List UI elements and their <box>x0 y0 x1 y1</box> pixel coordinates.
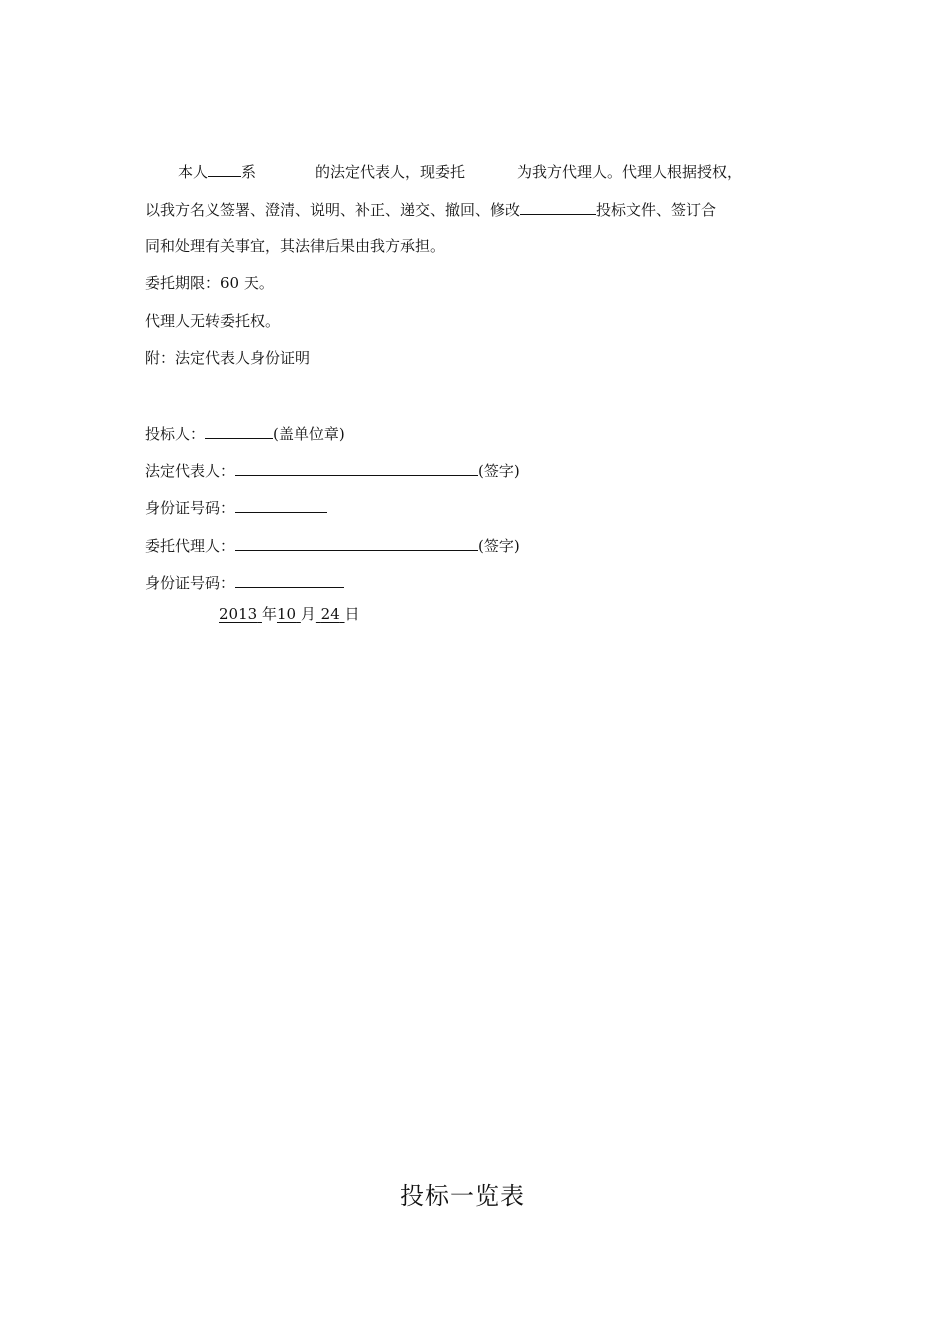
date-day-unit: 日 <box>344 605 360 623</box>
auth-paragraph-line-3 <box>145 236 445 256</box>
agent-note: (签字) <box>478 537 520 555</box>
agent-line <box>145 535 520 556</box>
date-year-unit: 年 <box>261 605 277 623</box>
auth-text: 系 <box>241 163 257 181</box>
id-label: 身份证号码： <box>145 574 236 592</box>
bidder-label: 投标人： <box>145 425 206 443</box>
bidder-line <box>145 423 345 444</box>
date-month: 10 <box>276 605 297 623</box>
attachment-line: 附：法定代表人身份证明 <box>145 349 311 367</box>
term-line: 委托期限：60 天。 <box>145 274 274 292</box>
auth-paragraph-line-2 <box>145 199 716 220</box>
id-number-line-2 <box>145 572 344 593</box>
legal-rep-note: (签字) <box>478 462 520 480</box>
auth-text: 同和处理有关事宜，其法律后果由我方承担。 <box>145 237 446 255</box>
bidder-blank <box>205 423 273 439</box>
id-blank-1 <box>235 497 327 513</box>
date-year: 2013 <box>219 605 258 623</box>
legal-rep-line <box>145 460 520 481</box>
id-label: 身份证号码： <box>145 499 236 517</box>
bidder-note: (盖单位章) <box>273 425 345 443</box>
auth-text: 的法定代表人，现委托 <box>315 163 466 181</box>
id-number-line-1 <box>145 497 327 518</box>
agent-blank <box>235 535 478 551</box>
auth-text: 为我方代理人。代理人根据授权， <box>517 163 743 181</box>
auth-paragraph-line-1 <box>178 161 742 182</box>
legal-rep-blank <box>235 460 478 476</box>
no-transfer-line: 代理人无转委托权。 <box>145 312 281 330</box>
date-month-unit: 月 <box>300 605 316 623</box>
auth-text: 投标文件、签订合 <box>596 201 717 219</box>
date-day: 24 <box>320 605 340 623</box>
auth-text: 以我方名义签署、澄清、说明、补正、递交、撤回、修改 <box>145 201 521 219</box>
date-line <box>219 604 360 624</box>
project-blank <box>520 199 596 215</box>
auth-text: 本人 <box>178 163 209 181</box>
name-blank <box>208 161 241 177</box>
id-blank-2 <box>235 572 344 588</box>
section-title: 投标一览表 <box>400 1182 525 1210</box>
agent-label: 委托代理人： <box>145 537 236 555</box>
legal-rep-label: 法定代表人： <box>145 462 236 480</box>
